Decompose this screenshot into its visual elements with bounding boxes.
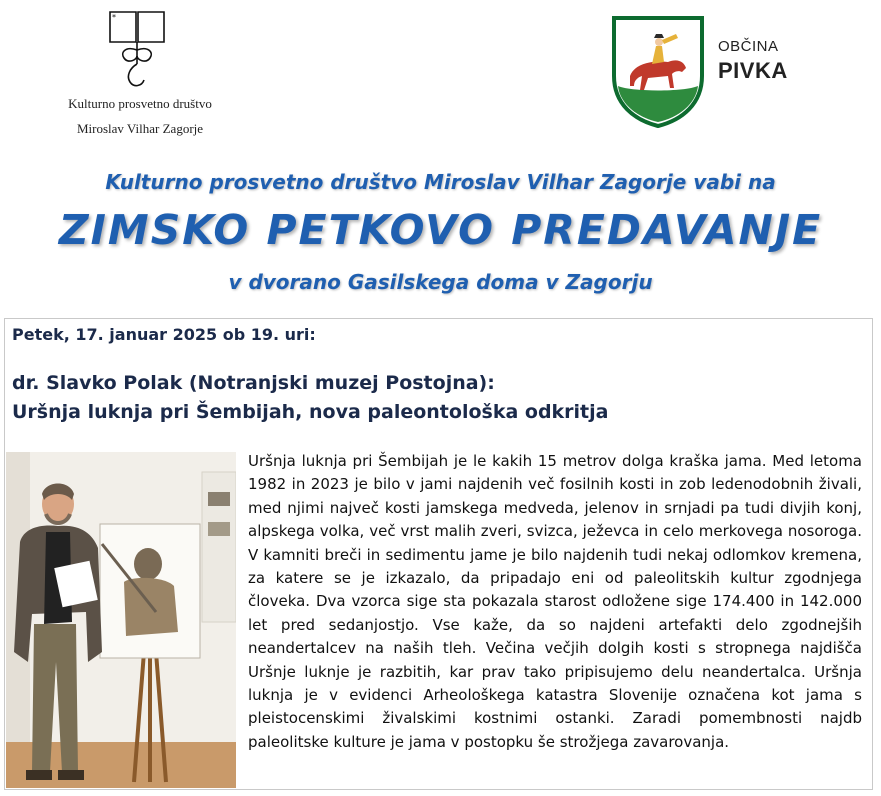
kpd-logo [40, 6, 240, 146]
municipality-label: OBČINA [718, 38, 779, 55]
logo-text-line2: Miroslav Vilhar Zagorje [76, 121, 204, 136]
svg-text:*: * [112, 13, 116, 22]
invitation-line: Kulturno prosvetno društvo Miroslav Vilhar Zagorje vabi na [105, 170, 776, 194]
lecture-title: ZIMSKO PETKOVO PREDAVANJE [58, 206, 823, 254]
speaker-photo [6, 452, 236, 788]
municipality-name: PIVKA [718, 58, 788, 83]
event-subject: Uršnja luknja pri Šembijah, nova paleontološka odkritja [12, 401, 609, 423]
open-book-flower-icon [106, 6, 172, 92]
venue-line: v dvorano Gasilskega doma v Zagorju [228, 270, 653, 294]
logo-text-line1: Kulturno prosvetno društvo [68, 96, 212, 111]
event-date: Petek, 17. januar 2025 ob 19. uri: [12, 325, 316, 344]
event-speaker: dr. Slavko Polak (Notranjski muzej Postojna): [12, 372, 495, 394]
lecture-description: Uršnja luknja pri Šembijah je le kakih 15 metrov dolga kraška jama. Med letoma 1982 in 2023 je bilo v jami najdenih več fosilnih kosti in zob ledenodobnih živali, med njimi največ kosti jamskega medveda, jelenov in srnjadi pa tudi divjih konj, alpskega volka, več vrst malih zveri, svizca, ježevca in celo merkovega nosoroga. V kamniti breči in sedimentu jame je bilo najdenih tudi nekaj odlomkov kremena, za katere se je izkazalo, da pripadajo eni od paleolitskih kultur zgodnjega človeka. Dva vzorca sige sta pokazala starost odložene sige 174.400 in 142.000 let pred sedanjostjo. Vse kaže, da so najdeni artefakti delo zgodnejših neandertalcev na naših tleh. Večina večjih dolgih kosti s stropnega najdišča Uršnje luknje je razbitih, kar prav tako pripisujemo delu neandertalca. Uršnja luknja je v evidenci Arheološkega katastra Slovenije označena kot jama s pleistocenskimi živalskimi kostnimi ostanki. Zaradi pomembnosti najdb paleolitske kulture je jama v postopku še strožjega zavarovanja. [248, 452, 862, 751]
pivka-coat-of-arms-icon [612, 16, 704, 128]
obcina-pivka-logo [612, 16, 832, 128]
